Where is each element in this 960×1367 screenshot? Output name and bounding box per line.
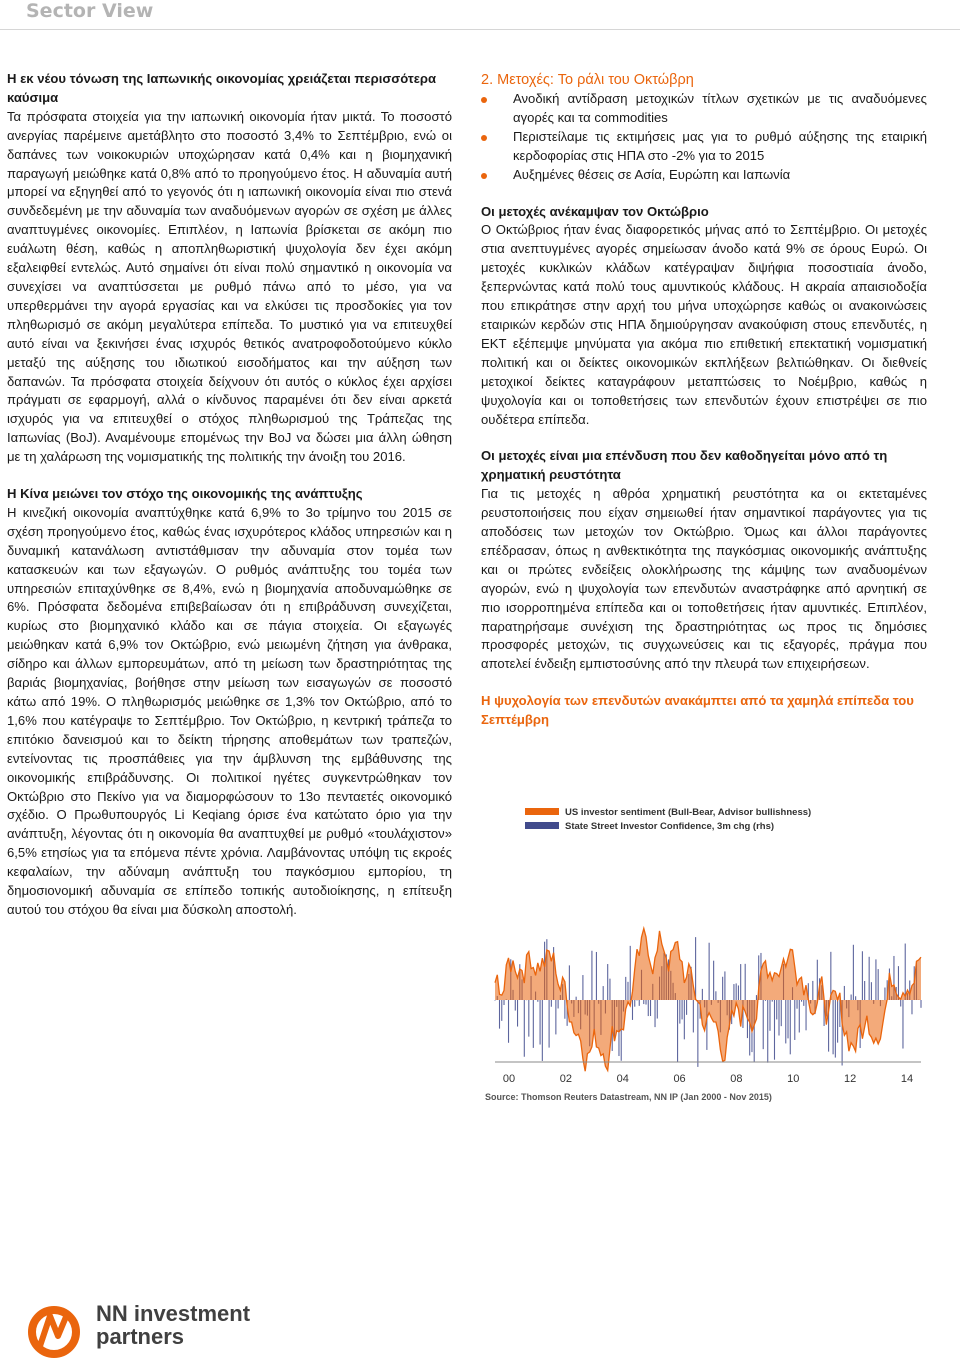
x-tick-label: 04 <box>616 1073 629 1085</box>
brand-line-2: partners <box>96 1324 185 1349</box>
legend-label-confidence: State Street Investor Confidence, 3m chg (rhs) <box>565 821 775 832</box>
key-point: Αυξημένες θέσεις σε Ασία, Ευρώπη και Ιαπωνία <box>481 166 927 185</box>
bullet-icon <box>481 135 487 141</box>
x-tick-label: 08 <box>730 1073 743 1085</box>
chart-canvas <box>481 800 933 1112</box>
chart-heading: Η ψυχολογία των επενδυτών ανακάμπτει από τα χαμηλά επίπεδα του Σεπτέμβρη <box>481 693 914 728</box>
right-column <box>481 70 927 730</box>
legend-label-sentiment: US investor sentiment (Bull-Bear, Advisor bullishness) <box>565 807 812 818</box>
liquidity-heading: Οι μετοχές είναι μια επένδυση που δεν καθοδηγείται μόνο από τη χρηματική ρευστότητα <box>481 448 888 483</box>
china-heading: Η Κίνα μειώνει τον στόχο της οικονομικής της ανάπτυξης <box>7 486 363 502</box>
legend-swatch-confidence <box>525 822 559 829</box>
equities-section-title: 2. Μετοχές: Το ράλι του Οκτώβρη <box>481 72 694 88</box>
header-divider <box>0 29 960 30</box>
rebound-heading: Οι μετοχές ανέκαμψαν τον Οκτώβριο <box>481 203 709 219</box>
bullet-icon <box>481 97 487 103</box>
liquidity-paragraph: Για τις μετοχές η αθρόα χρηματική ρευστότητα κα οι εκτεταμένες ρευστοποιήσεις που είχαν σημειωθεί ήταν σημαντικοί παράγοντες για τις αποδόσεις των μετοχών τον Οκτώβριο. Όμως και άλλοι παράγοντες επέδρασαν, όπως η ανθεκτικότητα της παγκόσμιας οικονομικής ανάπτυξης και οι πρώτες ενδείξεις ολοκλήρωσης της κάμψης των αναδυομένων αγορών, ενώ η ψυχολογία των επενδυτών αναστράφηκε από αρνητική σε πιο ισορροπημένα επίπεδα και οι τοποθετήσεις ήταν αμυντικές. Επιπλέον, παρατηρήσαμε συνέχιση της δραστηριότητας ως προς τις δημόσιες προσφορές μετοχών, τις συγχωνεύσεις και τις εξαγορές, πράγμα που αποτελεί ένδειξη εμπιστοσύνης από την πλευρά των επιχειρήσεων. <box>481 486 927 672</box>
nn-lion-icon <box>26 1302 86 1362</box>
x-tick-label: 10 <box>787 1073 800 1085</box>
bullet-icon <box>481 173 487 179</box>
x-tick-label: 00 <box>502 1073 516 1085</box>
japan-paragraph: Τα πρόσφατα στοιχεία για την ιαπωνική οικονομία ήταν μικτά. Το ποσοστό ανεργίας παρέμεινε αμετάβλητο στο ποσοστό 3,4% το Σεπτέμβριο, ενώ οι δαπάνες των νοικοκυριών υποχώρησαν κατά 0,4% και η βιομηχανική παραγωγή μειώθηκε κατά 0,8% από το προηγούμενο έτος. Η αδυναμία αυτή μπορεί να εξηγηθεί από το γεγονός ότι η ιαπωνική οικονομία είναι πιο στενά συνδεδεμένη με την αδυναμία των αναδυόμενων αγορών σε σχέση με άλλες αναπτυγμένες οικονομίες. Επιπλέον, η Ιαπωνία βρίσκεται σε ακόμη πιο ευάλωτη θέση, καθώς η αποπληθωριστική ψυχολογία δεν έχει ακόμη εξαλειφθεί εντελώς. Αυτό σημαίνει ότι είναι πολύ σημαντικό η οικονομία να συνεχίσει να αναπτύσσεται με ρυθμό πάνω από το μέσο, για να υπερθερμάνει την αγορά εργασίας και να ελκύσει τις προσδοκίες για τον πληθωρισμό σε ακόμη μεγαλύτερα επίπεδα. Το μυστικό για να επιτευχθεί αυτό είναι να ξεκινήσει ένας ισχυρός θετικός ανατροφοδοτούμενο κύκλο μεταξύ της αύξησης του ιδιωτικού εισοδήματος και την αύξηση των δαπανών. Τα πρόσφατα στοιχεία δείχνουν ότι αυτός ο κύκλος έχει αρχίσει πράγματι σε εφαρμογή, αλλά ο κίνδυνος παραμένει ότι δεν είναι αρκετά ισχυρός για να επιτευχθεί ο στόχος πληθωρισμού της Τράπεζας της Ιαπωνίας (BoJ). Αναμένουμε επομένως την BoJ να δώσει μια άλλη ώθηση με τη χαλάρωση της νομισματικής της πολιτικής την άνοιξη του 2016. <box>7 108 452 465</box>
brand-line-1: NN investment <box>96 1301 251 1326</box>
x-tick-label: 12 <box>844 1073 857 1085</box>
x-tick-label: 06 <box>673 1073 686 1085</box>
rebound-paragraph: Ο Οκτώβριος ήταν ένας διαφορετικός μήνας από το Σεπτέμβριο. Οι μετοχές στια ανεπτυγμένες αγορές σημείωσαν άνοδο κατά 9% σε όρους Ευρώ. Οι μετοχές κυκλικών κλάδων κατέγραψαν διψήφια ποσοστιαία άνοδο, ξεπερνώντας κατά πολύ τους αμυντικούς κλάδους. Η ακραία απαισιοδοξία που επικράτησε στην αρχή του μήνα υποχώρησε καθώς οι ανακοινώσεις εταιρικών κερδών στις ΗΠΑ δημιούργησαν ανακούφιση στους επενδυτές, η ΕΚΤ εξέπεμψε μηνύματα για ακόμα πιο επιθετική επεκτατική νομισματική πολιτική και οι δείκτες οικονομικών εκπλήξεων βελτιώθηκαν. Οι διεθνείς μετοχικοί δείκτες καταγράφουν μεταπτώσεις το Νοέμβριο, καθώς η ψυχολογία και οι τοποθετήσεις των επενδυτών έχουν επιστρέψει σε πιο ουδέτερα επίπεδα. <box>481 222 927 427</box>
japan-heading: Η εκ νέου τόνωση της Ιαπωνικής οικονομίας χρειάζεται περισσότερα καύσιμα <box>7 71 437 105</box>
x-tick-label: 14 <box>900 1073 914 1085</box>
investor-sentiment-chart <box>481 800 933 1112</box>
nn-logo <box>26 1302 256 1362</box>
key-point: Ανοδική αντίδραση μετοχικών τίτλων σχετικών με τις αναδυόμενες αγορές και τα commodities <box>481 90 927 128</box>
left-column <box>7 70 452 920</box>
china-paragraph: Η κινεζική οικονομία αναπτύχθηκε κατά 6,9% το 3ο τρίμηνο του 2015 σε σχέση προηγούμενο έτος, καθώς ένας ισχυρότερος κλάδος υπηρεσιών και η δυναμική κατανάλωση αντιστάθμισαν την αδυναμία στον τομέα των κατασκευών και των εξαγωγών. Ο ρυθμός ανάπτυξης του τομέα των υπηρεσιών επιταχύνθηκε σε 8,4%, ενώ η βιομηχανία αποδυναμώθηκε σε 6%. Πρόσφατα δεδομένα επιβεβαίωσαν ότι η επιβράδυνση συνεχίζεται, κυρίως στο βιομηχανικό κλάδο και σε πάγια στοιχεία. Οι εξαγωγές μειώθηκαν κατά 6,9% τον Οκτώβριο, ενώ μειωμένη ζήτηση για άνθρακα, σίδηρο και άλλων εμπορευμάτων, από τη μείωση των δραστηριότητας της βαριάς βιομηχανίας, βοήθησε στην μείωση των εισαγωγών σε ποσοστό κάτω από 19%. Ο πληθωρισμός μειώθηκε σε 1,3% τον Οκτώβριο, από το 1,6% που κατέγραψε το Σεπτέμβριο. Τον Οκτώβριο, η κεντρική τράπεζα το επιτόκιο δανεισμού και το δείκτη τήρησης αποθεμάτων των τραπεζών, εντείνοντας τις προσπάθειες για την άμβλυνση της εμβάθυνσης της οικονομικής επιβράδυνσης. Οι πολιτικοί ηγέτες συγκεντρώθηκαν τον Οκτώβριο στο Πεκίνο για να διαμορφώσουν το 13ο πενταετές οικονομικό σχέδιο. Ο Πρωθυπουργός Li Keqiang όρισε ένα κατώτατο όριο για την ανάπτυξη, λέγοντας ότι η οικονομία θα αναπτυχθεί με ρυθμό «τουλάχιστον» 6,5% ετησίως για τα επόμενα πέντε χρόνια. Λαμβάνοντας υπόψη τις εκροές κεφαλαίων, την αδύναμη ανάπτυξη του παγκόσμιου εμπορίου, τη δημοσιονομική αδυναμία σε επίπεδο τοπικής αυτοδιοίκησης, η επίτευξη αυτού του στόχου θα είναι μια δύσκολη αποστολή. <box>7 504 452 917</box>
key-points-list <box>481 90 927 185</box>
legend-swatch-sentiment <box>525 808 559 815</box>
section-header-title: Sector View <box>26 0 154 22</box>
chart-source: Source: Thomson Reuters Datastream, NN IP (Jan 2000 - Nov 2015) <box>485 1092 772 1102</box>
x-tick-label: 02 <box>559 1073 572 1085</box>
key-point: Περιστείλαμε τις εκτιμήσεις μας για το ρυθμό αύξησης της εταιρική κερδοφορίας στις ΗΠΑ στο -2% για το 2015 <box>481 128 927 166</box>
brand-text <box>96 1302 250 1348</box>
